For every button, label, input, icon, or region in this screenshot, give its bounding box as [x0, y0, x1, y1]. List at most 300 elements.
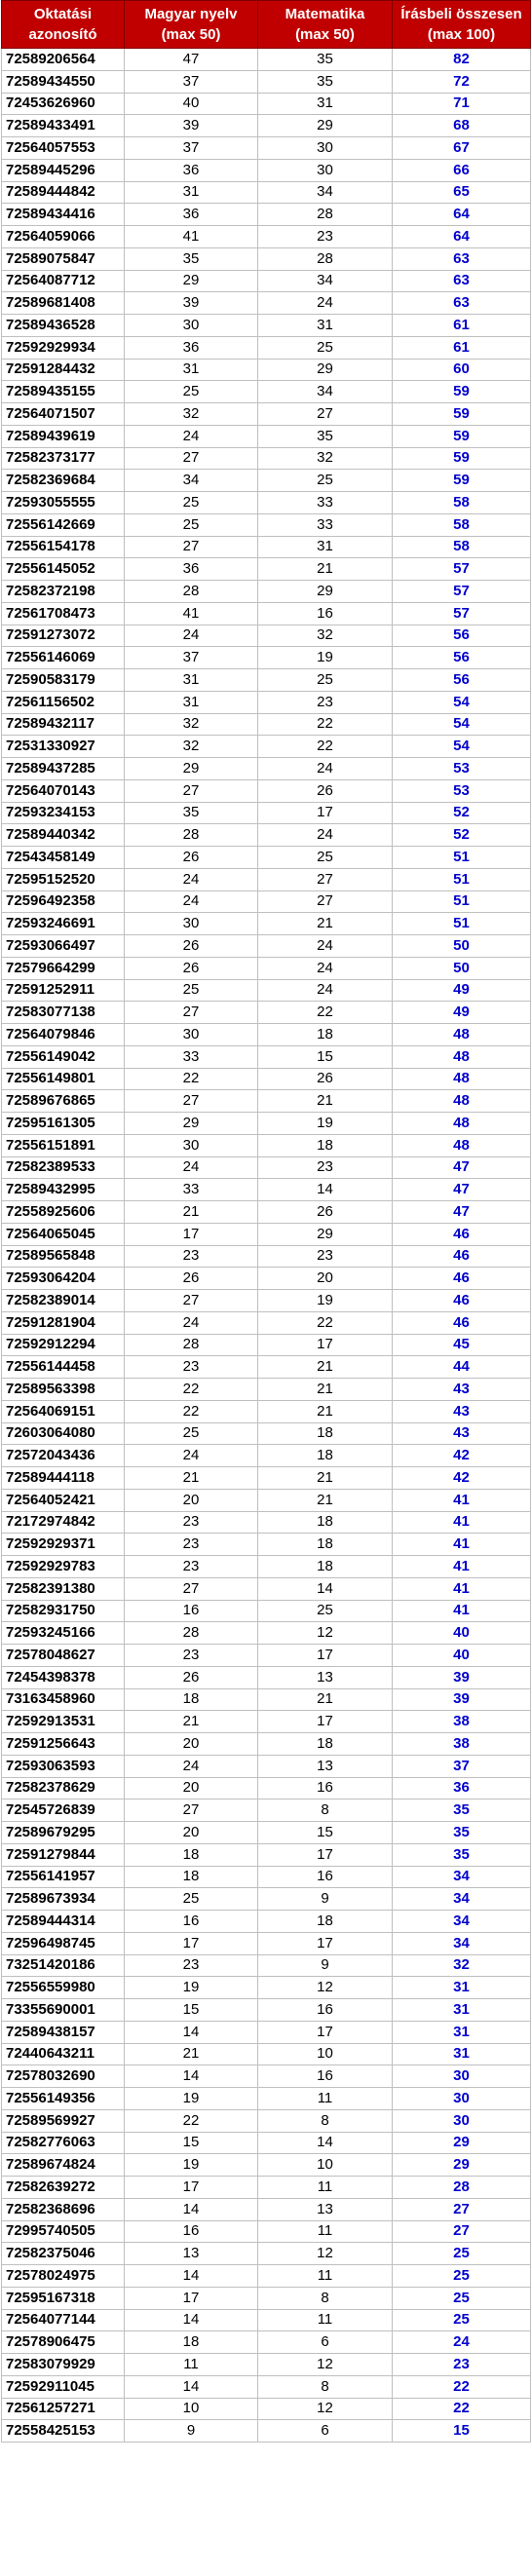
cell-student-id: 72564057553 — [2, 137, 125, 160]
cell-total-score: 42 — [393, 1467, 531, 1490]
table-row — [2, 49, 531, 71]
cell-hungarian-score: 23 — [125, 1556, 258, 1578]
cell-math-score: 30 — [258, 159, 393, 181]
cell-student-id: 73251420186 — [2, 1954, 125, 1977]
cell-hungarian-score: 33 — [125, 1045, 258, 1068]
cell-total-score: 50 — [393, 957, 531, 979]
cell-student-id: 72564069151 — [2, 1400, 125, 1422]
cell-math-score: 6 — [258, 2331, 393, 2354]
cell-student-id: 72595167318 — [2, 2287, 125, 2309]
table-row — [2, 1822, 531, 1844]
table-row — [2, 2243, 531, 2265]
table-row — [2, 1777, 531, 1799]
cell-hungarian-score: 11 — [125, 2354, 258, 2376]
cell-total-score: 64 — [393, 226, 531, 248]
cell-student-id: 72556144458 — [2, 1356, 125, 1379]
cell-student-id: 72592929371 — [2, 1534, 125, 1556]
cell-total-score: 25 — [393, 2287, 531, 2309]
table-row — [2, 226, 531, 248]
table-row — [2, 558, 531, 581]
cell-student-id: 72589434416 — [2, 204, 125, 226]
cell-hungarian-score: 18 — [125, 1843, 258, 1866]
cell-student-id: 72589433491 — [2, 115, 125, 137]
cell-math-score: 12 — [258, 2354, 393, 2376]
header-total — [393, 1, 531, 49]
cell-total-score: 41 — [393, 1600, 531, 1622]
cell-total-score: 56 — [393, 647, 531, 669]
cell-total-score: 39 — [393, 1688, 531, 1711]
table-row — [2, 713, 531, 736]
cell-student-id: 72589438157 — [2, 2021, 125, 2043]
cell-total-score: 41 — [393, 1511, 531, 1534]
table-row — [2, 824, 531, 847]
cell-total-score: 41 — [393, 1534, 531, 1556]
cell-student-id: 72561708473 — [2, 602, 125, 625]
cell-hungarian-score: 27 — [125, 779, 258, 802]
cell-total-score: 30 — [393, 2065, 531, 2088]
table-row — [2, 1068, 531, 1090]
cell-math-score: 18 — [258, 1511, 393, 1534]
cell-math-score: 28 — [258, 247, 393, 270]
cell-student-id: 72556154178 — [2, 536, 125, 558]
cell-total-score: 35 — [393, 1822, 531, 1844]
table-row — [2, 647, 531, 669]
cell-math-score: 17 — [258, 802, 393, 824]
cell-total-score: 43 — [393, 1400, 531, 1422]
table-row — [2, 137, 531, 160]
cell-math-score: 18 — [258, 1445, 393, 1467]
cell-math-score: 21 — [258, 1379, 393, 1401]
cell-math-score: 17 — [258, 1645, 393, 1667]
cell-total-score: 38 — [393, 1711, 531, 1733]
cell-total-score: 43 — [393, 1379, 531, 1401]
cell-math-score: 14 — [258, 1179, 393, 1201]
cell-student-id: 72589432995 — [2, 1179, 125, 1201]
cell-math-score: 17 — [258, 1932, 393, 1954]
table-row — [2, 1045, 531, 1068]
table-row — [2, 70, 531, 93]
cell-student-id: 72556149801 — [2, 1068, 125, 1090]
cell-hungarian-score: 35 — [125, 247, 258, 270]
cell-math-score: 12 — [258, 1622, 393, 1645]
cell-student-id: 72596492358 — [2, 890, 125, 913]
table-row — [2, 1268, 531, 1290]
cell-math-score: 30 — [258, 137, 393, 160]
table-header — [2, 1, 531, 49]
table-row — [2, 2043, 531, 2065]
cell-total-score: 72 — [393, 70, 531, 93]
header-id-line1: Oktatási — [33, 6, 93, 22]
cell-student-id: 72582639272 — [2, 2177, 125, 2199]
cell-student-id: 72583077138 — [2, 1002, 125, 1024]
cell-total-score: 22 — [393, 2375, 531, 2398]
cell-hungarian-score: 25 — [125, 979, 258, 1002]
cell-student-id: 72592911045 — [2, 2375, 125, 2398]
cell-student-id: 72582373177 — [2, 447, 125, 470]
table-row — [2, 536, 531, 558]
cell-total-score: 68 — [393, 115, 531, 137]
cell-total-score: 58 — [393, 513, 531, 536]
header-hungarian-line2: (max 50) — [161, 26, 221, 43]
cell-math-score: 26 — [258, 779, 393, 802]
cell-student-id: 72603064080 — [2, 1422, 125, 1445]
cell-math-score: 25 — [258, 1600, 393, 1622]
cell-student-id: 72591256643 — [2, 1733, 125, 1756]
cell-math-score: 6 — [258, 2420, 393, 2443]
cell-student-id: 72582375046 — [2, 2243, 125, 2265]
table-row — [2, 115, 531, 137]
cell-hungarian-score: 17 — [125, 1223, 258, 1245]
table-row — [2, 1511, 531, 1534]
table-row — [2, 1489, 531, 1511]
cell-hungarian-score: 20 — [125, 1777, 258, 1799]
table-row — [2, 2132, 531, 2154]
cell-math-score: 27 — [258, 890, 393, 913]
cell-hungarian-score: 32 — [125, 713, 258, 736]
cell-student-id: 72579664299 — [2, 957, 125, 979]
cell-student-id: 72556145052 — [2, 558, 125, 581]
table-row — [2, 492, 531, 514]
cell-student-id: 72454398378 — [2, 1666, 125, 1688]
cell-student-id: 72558925606 — [2, 1201, 125, 1224]
table-row — [2, 1911, 531, 1933]
cell-total-score: 67 — [393, 137, 531, 160]
cell-math-score: 15 — [258, 1822, 393, 1844]
cell-hungarian-score: 27 — [125, 1799, 258, 1822]
table-row — [2, 1977, 531, 1999]
cell-total-score: 57 — [393, 558, 531, 581]
cell-student-id: 72592912294 — [2, 1334, 125, 1356]
cell-hungarian-score: 29 — [125, 270, 258, 292]
cell-student-id: 72589676865 — [2, 1090, 125, 1113]
cell-hungarian-score: 21 — [125, 1467, 258, 1490]
cell-hungarian-score: 27 — [125, 1290, 258, 1312]
cell-student-id: 72558425153 — [2, 2420, 125, 2443]
cell-hungarian-score: 25 — [125, 1888, 258, 1911]
cell-hungarian-score: 32 — [125, 403, 258, 426]
table-row — [2, 204, 531, 226]
cell-hungarian-score: 26 — [125, 957, 258, 979]
cell-hungarian-score: 23 — [125, 1245, 258, 1268]
cell-math-score: 21 — [258, 558, 393, 581]
cell-math-score: 19 — [258, 1290, 393, 1312]
cell-math-score: 20 — [258, 1268, 393, 1290]
cell-hungarian-score: 37 — [125, 70, 258, 93]
cell-math-score: 12 — [258, 1977, 393, 1999]
cell-math-score: 11 — [258, 2220, 393, 2243]
cell-math-score: 25 — [258, 847, 393, 869]
cell-student-id: 72591284432 — [2, 359, 125, 381]
cell-math-score: 18 — [258, 1556, 393, 1578]
table-row — [2, 1113, 531, 1135]
cell-hungarian-score: 24 — [125, 1156, 258, 1179]
cell-math-score: 16 — [258, 1999, 393, 2022]
cell-total-score: 34 — [393, 1911, 531, 1933]
cell-math-score: 34 — [258, 270, 393, 292]
cell-total-score: 53 — [393, 779, 531, 802]
table-row — [2, 2309, 531, 2331]
cell-total-score: 53 — [393, 758, 531, 780]
cell-total-score: 46 — [393, 1290, 531, 1312]
cell-total-score: 51 — [393, 890, 531, 913]
cell-total-score: 35 — [393, 1799, 531, 1822]
cell-student-id: 72589674824 — [2, 2154, 125, 2177]
cell-student-id: 72531330927 — [2, 736, 125, 758]
cell-math-score: 21 — [258, 1356, 393, 1379]
cell-student-id: 72578048627 — [2, 1645, 125, 1667]
cell-hungarian-score: 16 — [125, 1600, 258, 1622]
cell-total-score: 47 — [393, 1156, 531, 1179]
cell-total-score: 41 — [393, 1577, 531, 1600]
cell-total-score: 54 — [393, 736, 531, 758]
cell-student-id: 72995740505 — [2, 2220, 125, 2243]
cell-hungarian-score: 37 — [125, 137, 258, 160]
cell-math-score: 13 — [258, 2198, 393, 2220]
cell-total-score: 31 — [393, 2043, 531, 2065]
cell-total-score: 49 — [393, 979, 531, 1002]
table-row — [2, 1954, 531, 1977]
cell-hungarian-score: 24 — [125, 1311, 258, 1334]
cell-student-id: 72592929934 — [2, 336, 125, 359]
cell-hungarian-score: 26 — [125, 1268, 258, 1290]
cell-hungarian-score: 23 — [125, 1645, 258, 1667]
cell-hungarian-score: 30 — [125, 913, 258, 935]
table-row — [2, 315, 531, 337]
cell-student-id: 72582372198 — [2, 581, 125, 603]
cell-hungarian-score: 36 — [125, 336, 258, 359]
cell-total-score: 48 — [393, 1113, 531, 1135]
cell-total-score: 34 — [393, 1932, 531, 1954]
cell-total-score: 66 — [393, 159, 531, 181]
cell-math-score: 18 — [258, 1534, 393, 1556]
header-math-line1: Matematika — [285, 6, 365, 22]
header-id — [2, 1, 125, 49]
cell-math-score: 18 — [258, 1733, 393, 1756]
cell-math-score: 25 — [258, 669, 393, 692]
table-row — [2, 470, 531, 492]
cell-hungarian-score: 37 — [125, 647, 258, 669]
cell-math-score: 29 — [258, 581, 393, 603]
cell-hungarian-score: 26 — [125, 847, 258, 869]
cell-math-score: 16 — [258, 2065, 393, 2088]
cell-math-score: 17 — [258, 1843, 393, 1866]
table-row — [2, 1445, 531, 1467]
cell-hungarian-score: 16 — [125, 2220, 258, 2243]
table-row — [2, 2154, 531, 2177]
cell-math-score: 27 — [258, 868, 393, 890]
cell-student-id: 72593246691 — [2, 913, 125, 935]
table-row — [2, 1179, 531, 1201]
cell-student-id: 72589434550 — [2, 70, 125, 93]
table-row — [2, 1866, 531, 1888]
cell-total-score: 58 — [393, 492, 531, 514]
cell-hungarian-score: 17 — [125, 2177, 258, 2199]
cell-total-score: 71 — [393, 93, 531, 115]
cell-math-score: 23 — [258, 1156, 393, 1179]
table-row — [2, 1622, 531, 1645]
cell-total-score: 61 — [393, 315, 531, 337]
table-row — [2, 359, 531, 381]
cell-math-score: 21 — [258, 1688, 393, 1711]
table-row — [2, 1843, 531, 1866]
cell-total-score: 34 — [393, 1888, 531, 1911]
table-row — [2, 2375, 531, 2398]
cell-hungarian-score: 14 — [125, 2375, 258, 2398]
cell-student-id: 72582389014 — [2, 1290, 125, 1312]
cell-total-score: 31 — [393, 1977, 531, 1999]
table-row — [2, 1733, 531, 1756]
cell-math-score: 27 — [258, 403, 393, 426]
cell-student-id: 72592913531 — [2, 1711, 125, 1733]
table-row — [2, 2287, 531, 2309]
cell-math-score: 28 — [258, 204, 393, 226]
cell-hungarian-score: 14 — [125, 2309, 258, 2331]
cell-student-id: 73355690001 — [2, 1999, 125, 2022]
cell-hungarian-score: 20 — [125, 1733, 258, 1756]
cell-student-id: 72589437285 — [2, 758, 125, 780]
cell-student-id: 72595152520 — [2, 868, 125, 890]
cell-total-score: 47 — [393, 1179, 531, 1201]
cell-hungarian-score: 25 — [125, 492, 258, 514]
cell-math-score: 14 — [258, 1577, 393, 1600]
cell-math-score: 21 — [258, 1090, 393, 1113]
cell-student-id: 72589445296 — [2, 159, 125, 181]
cell-total-score: 42 — [393, 1445, 531, 1467]
cell-hungarian-score: 29 — [125, 1113, 258, 1135]
cell-math-score: 8 — [258, 2375, 393, 2398]
cell-total-score: 31 — [393, 2021, 531, 2043]
cell-hungarian-score: 21 — [125, 1711, 258, 1733]
cell-math-score: 26 — [258, 1068, 393, 1090]
cell-math-score: 25 — [258, 336, 393, 359]
cell-hungarian-score: 22 — [125, 2109, 258, 2132]
cell-total-score: 24 — [393, 2331, 531, 2354]
table-row — [2, 1799, 531, 1822]
cell-math-score: 35 — [258, 425, 393, 447]
cell-hungarian-score: 23 — [125, 1954, 258, 1977]
cell-hungarian-score: 10 — [125, 2398, 258, 2420]
cell-student-id: 72582389533 — [2, 1156, 125, 1179]
table-row — [2, 779, 531, 802]
cell-student-id: 72172974842 — [2, 1511, 125, 1534]
cell-student-id: 72582931750 — [2, 1600, 125, 1622]
cell-total-score: 48 — [393, 1045, 531, 1068]
header-math — [258, 1, 393, 49]
cell-student-id: 72591281904 — [2, 1311, 125, 1334]
cell-student-id: 72440643211 — [2, 2043, 125, 2065]
cell-math-score: 19 — [258, 647, 393, 669]
cell-math-score: 23 — [258, 226, 393, 248]
table-row — [2, 2177, 531, 2199]
cell-student-id: 72590583179 — [2, 669, 125, 692]
cell-math-score: 24 — [258, 292, 393, 315]
cell-total-score: 30 — [393, 2109, 531, 2132]
cell-math-score: 16 — [258, 1777, 393, 1799]
cell-hungarian-score: 25 — [125, 381, 258, 403]
cell-student-id: 72578906475 — [2, 2331, 125, 2354]
cell-student-id: 72556149042 — [2, 1045, 125, 1068]
cell-hungarian-score: 19 — [125, 2088, 258, 2110]
cell-student-id: 72591279844 — [2, 1843, 125, 1866]
cell-hungarian-score: 19 — [125, 2154, 258, 2177]
table-row — [2, 1556, 531, 1578]
cell-student-id: 72561257271 — [2, 2398, 125, 2420]
cell-math-score: 26 — [258, 1201, 393, 1224]
cell-total-score: 37 — [393, 1755, 531, 1777]
cell-total-score: 57 — [393, 602, 531, 625]
cell-math-score: 34 — [258, 381, 393, 403]
cell-math-score: 31 — [258, 536, 393, 558]
header-math-line2: (max 50) — [295, 26, 355, 43]
cell-math-score: 34 — [258, 181, 393, 204]
table-row — [2, 979, 531, 1002]
table-row — [2, 403, 531, 426]
table-row — [2, 1422, 531, 1445]
cell-hungarian-score: 18 — [125, 1866, 258, 1888]
cell-student-id: 72556142669 — [2, 513, 125, 536]
cell-hungarian-score: 28 — [125, 1334, 258, 1356]
table-row — [2, 1024, 531, 1046]
table-row — [2, 1334, 531, 1356]
cell-hungarian-score: 15 — [125, 1999, 258, 2022]
cell-hungarian-score: 17 — [125, 1932, 258, 1954]
cell-hungarian-score: 41 — [125, 226, 258, 248]
cell-total-score: 46 — [393, 1223, 531, 1245]
header-row — [2, 1, 531, 49]
cell-hungarian-score: 24 — [125, 1755, 258, 1777]
cell-student-id: 72564070143 — [2, 779, 125, 802]
cell-total-score: 50 — [393, 935, 531, 958]
cell-total-score: 28 — [393, 2177, 531, 2199]
cell-student-id: 72582391380 — [2, 1577, 125, 1600]
cell-student-id: 72589436528 — [2, 315, 125, 337]
table-row — [2, 1666, 531, 1688]
table-row — [2, 581, 531, 603]
cell-total-score: 51 — [393, 913, 531, 935]
cell-math-score: 10 — [258, 2043, 393, 2065]
table-row — [2, 691, 531, 713]
cell-math-score: 22 — [258, 1311, 393, 1334]
cell-total-score: 64 — [393, 204, 531, 226]
cell-hungarian-score: 22 — [125, 1400, 258, 1422]
cell-total-score: 46 — [393, 1268, 531, 1290]
cell-math-score: 8 — [258, 2287, 393, 2309]
table-row — [2, 1134, 531, 1156]
cell-student-id: 72589563398 — [2, 1379, 125, 1401]
cell-math-score: 8 — [258, 2109, 393, 2132]
cell-student-id: 72593055555 — [2, 492, 125, 514]
cell-hungarian-score: 27 — [125, 1090, 258, 1113]
table-row — [2, 447, 531, 470]
table-row — [2, 1356, 531, 1379]
cell-hungarian-score: 27 — [125, 536, 258, 558]
header-total-line1: Írásbeli összesen — [400, 6, 522, 22]
cell-total-score: 48 — [393, 1024, 531, 1046]
cell-student-id: 72596498745 — [2, 1932, 125, 1954]
cell-math-score: 11 — [258, 2265, 393, 2288]
cell-hungarian-score: 22 — [125, 1068, 258, 1090]
cell-total-score: 59 — [393, 470, 531, 492]
table-row — [2, 2265, 531, 2288]
cell-math-score: 23 — [258, 691, 393, 713]
cell-hungarian-score: 25 — [125, 513, 258, 536]
table-row — [2, 381, 531, 403]
cell-student-id: 72453626960 — [2, 93, 125, 115]
cell-total-score: 48 — [393, 1090, 531, 1113]
cell-student-id: 72582776063 — [2, 2132, 125, 2154]
cell-math-score: 22 — [258, 736, 393, 758]
cell-total-score: 31 — [393, 1999, 531, 2022]
